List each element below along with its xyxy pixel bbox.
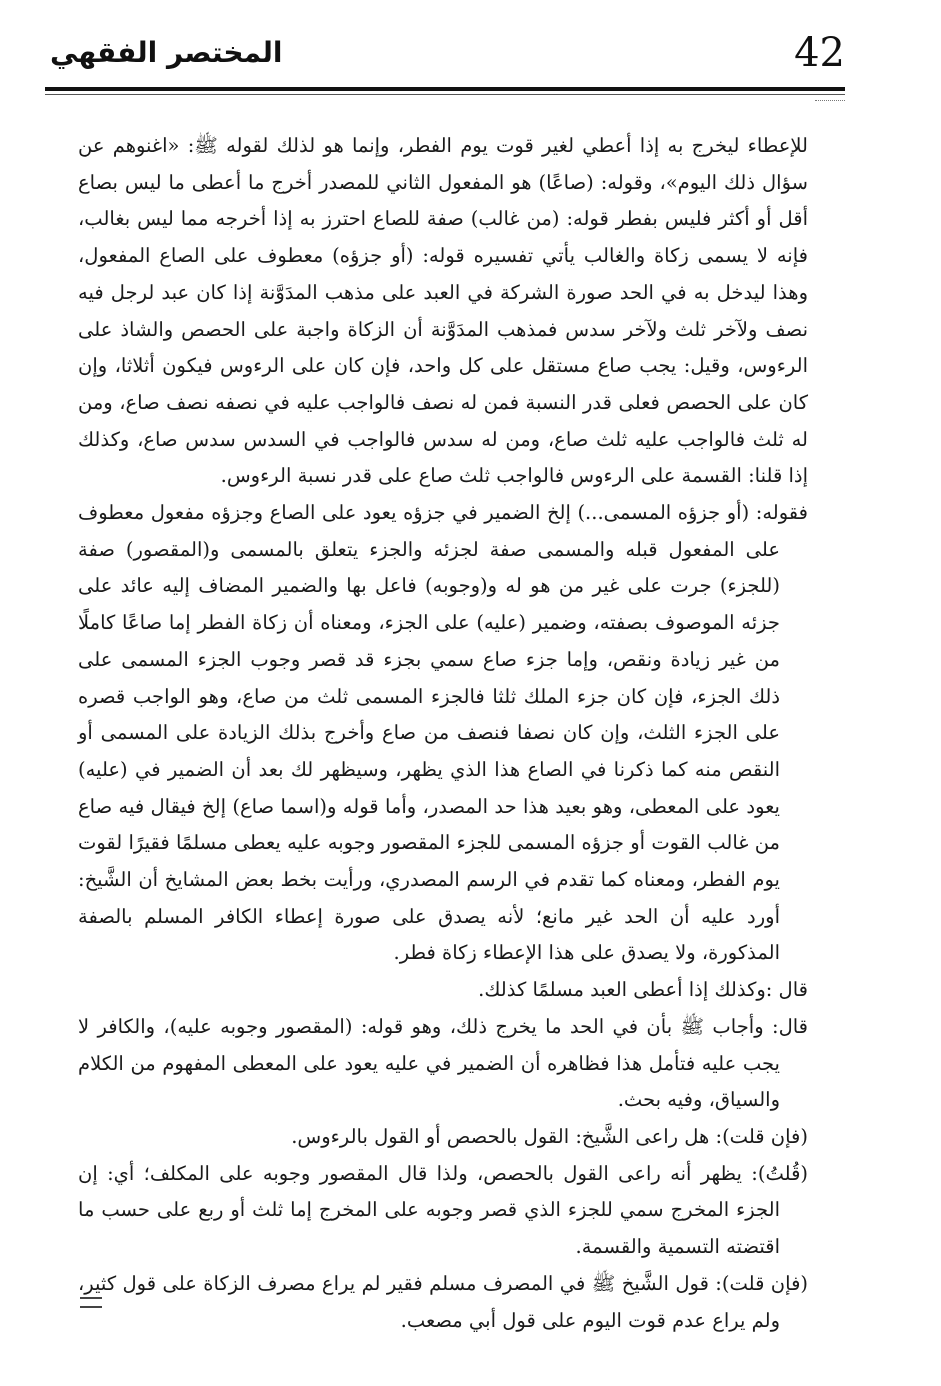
page-end-mark	[80, 1297, 102, 1308]
paragraph-4: قال: وأجاب ﷺ بأن في الحد ما يخرج ذلك، وهو قوله: (المقصور وجوبه عليه)، والكافر لا يجب عليه فتأمل هذا فظاهره أن الضمير في عليه يعود على المعطى المفهوم من الكلام والسياق، وفيه بحث.	[78, 1014, 808, 1112]
body-text	[78, 128, 808, 1339]
paragraph-6: (قُلتُ): يظهر أنه راعى القول بالحصص، ولذا قال المقصور وجوبه على المكلف؛ أي: إن الجزء المخرج سمي للجزء الذي قصر وجوبه على المخرج إما ثلث أو ربع على حسب ما اقتضته التسمية والقسمة.	[78, 1161, 808, 1259]
paragraph-3: قال :وكذلك إذا أعطى العبد مسلمًا كذلك.	[478, 978, 808, 1002]
paragraph-7: (فإن قلت): قول الشَّيخ ﷺ في المصرف مسلم فقير لم يراع مصرف الزكاة على قول كثير، ولم يراع عدم قوت اليوم على قول أبي مصعب.	[78, 1271, 808, 1332]
paragraph-2: فقوله: (أو جزؤه المسمى...) إلخ الضمير في جزؤه يعود على الصاع وجزؤه مفعول معطوف على المفعول قبله والمسمى صفة لجزئه والجزء يتعلق بالمسمى و(المقصور) صفة (للجزء) جرت على غير من هو له و(وجوبه) فاعل بها والضمير المضاف إليه عائد على جزئه الموصوف بصفته، وضمير (عليه) على الجزء، ومعناه أن زكاة الفطر إما صاعًا كاملًا من غير زيادة ونقص، وإما جزء صاع سمي بجزء قد قصر وجوب الجزء المسمى على ذلك الجزء، فإن كان جزء الملك ثلثا فالجزء المسمى ثلث من صاع، وهو الواجب قصره على الجزء الثلث، وإن كان نصفا فنصف من صاع وأخرج بذلك الزيادة على المسمى أو النقص منه كما ذكرنا في الصاع هذا الذي يظهر، وسيظهر لك بعد أن الضمير في (عليه) يعود على المعطى، وهو بعيد هذا حد المصدر، وأما قوله و(اسما صاع) إلخ فيقال فيه صاع من غالب القوت أو جزؤه المسمى للجزء المقصور وجوبه عليه يعطى مسلمًا فقيرًا لقوت يوم الفطر، ومعناه كما تقدم في الرسم المصدري، ورأيت بخط بعض المشايخ أن الشَّيخ: أورد عليه أن الحد غير مانع؛ لأنه يصدق على صورة إعطاء الكافر المسلم بالصفة المذكورة، ولا يصدق على هذا الإعطاء زكاة فطر.	[78, 501, 808, 965]
book-title: المختصر الفقهي	[50, 36, 283, 69]
header-rule-thin	[45, 94, 845, 95]
running-header	[45, 30, 845, 90]
header-dotted-mark	[815, 100, 845, 103]
page-number: 42	[794, 30, 845, 76]
paragraph-1: للإعطاء ليخرج به إذا أعطي لغير قوت يوم الفطر، وإنما هو لذلك لقوله ﷺ: «اغنوهم عن سؤال ذلك اليوم»، وقوله: (صاعًا) هو المفعول الثاني للمصدر أخرج ما أعطى ما ليس بصاع أقل أو أكثر فليس بفطر قوله: (من غالب) صفة للصاع احترز به إذا أخرجه مما ليس بغالب، فإنه لا يسمى زكاة والغالب يأتي تفسيره قوله: (أو جزؤه) معطوف على الصاع المفعول، وهذا ليدخل به في الحد صورة الشركة في العبد على مذهب المدَوَّنة إذا كان عبد لرجل فيه نصف ولآخر ثلث ولآخر سدس فمذهب المدَوَّنة أن الزكاة واجبة على الحصص والشاذ على الرءوس، وقيل: يجب صاع مستقل على كل واحد، فإن كان على الرءوس فيكون أثلاثا، وإن كان على الحصص فعلى قدر النسبة فمن له نصف فالواجب عليه في نصفه نصف صاع، ومن له ثلث فالواجب عليه ثلث صاع، ومن له سدس فالواجب في السدس سدس صاع، وكذلك إذا قلنا: القسمة على الرءوس فالواجب ثلث صاع على قدر نسبة الرءوس.	[78, 134, 808, 488]
header-rule-thick	[45, 87, 845, 91]
paragraph-5: (فإن قلت): هل راعى الشَّيخ: القول بالحصص أو القول بالرءوس.	[291, 1124, 808, 1148]
